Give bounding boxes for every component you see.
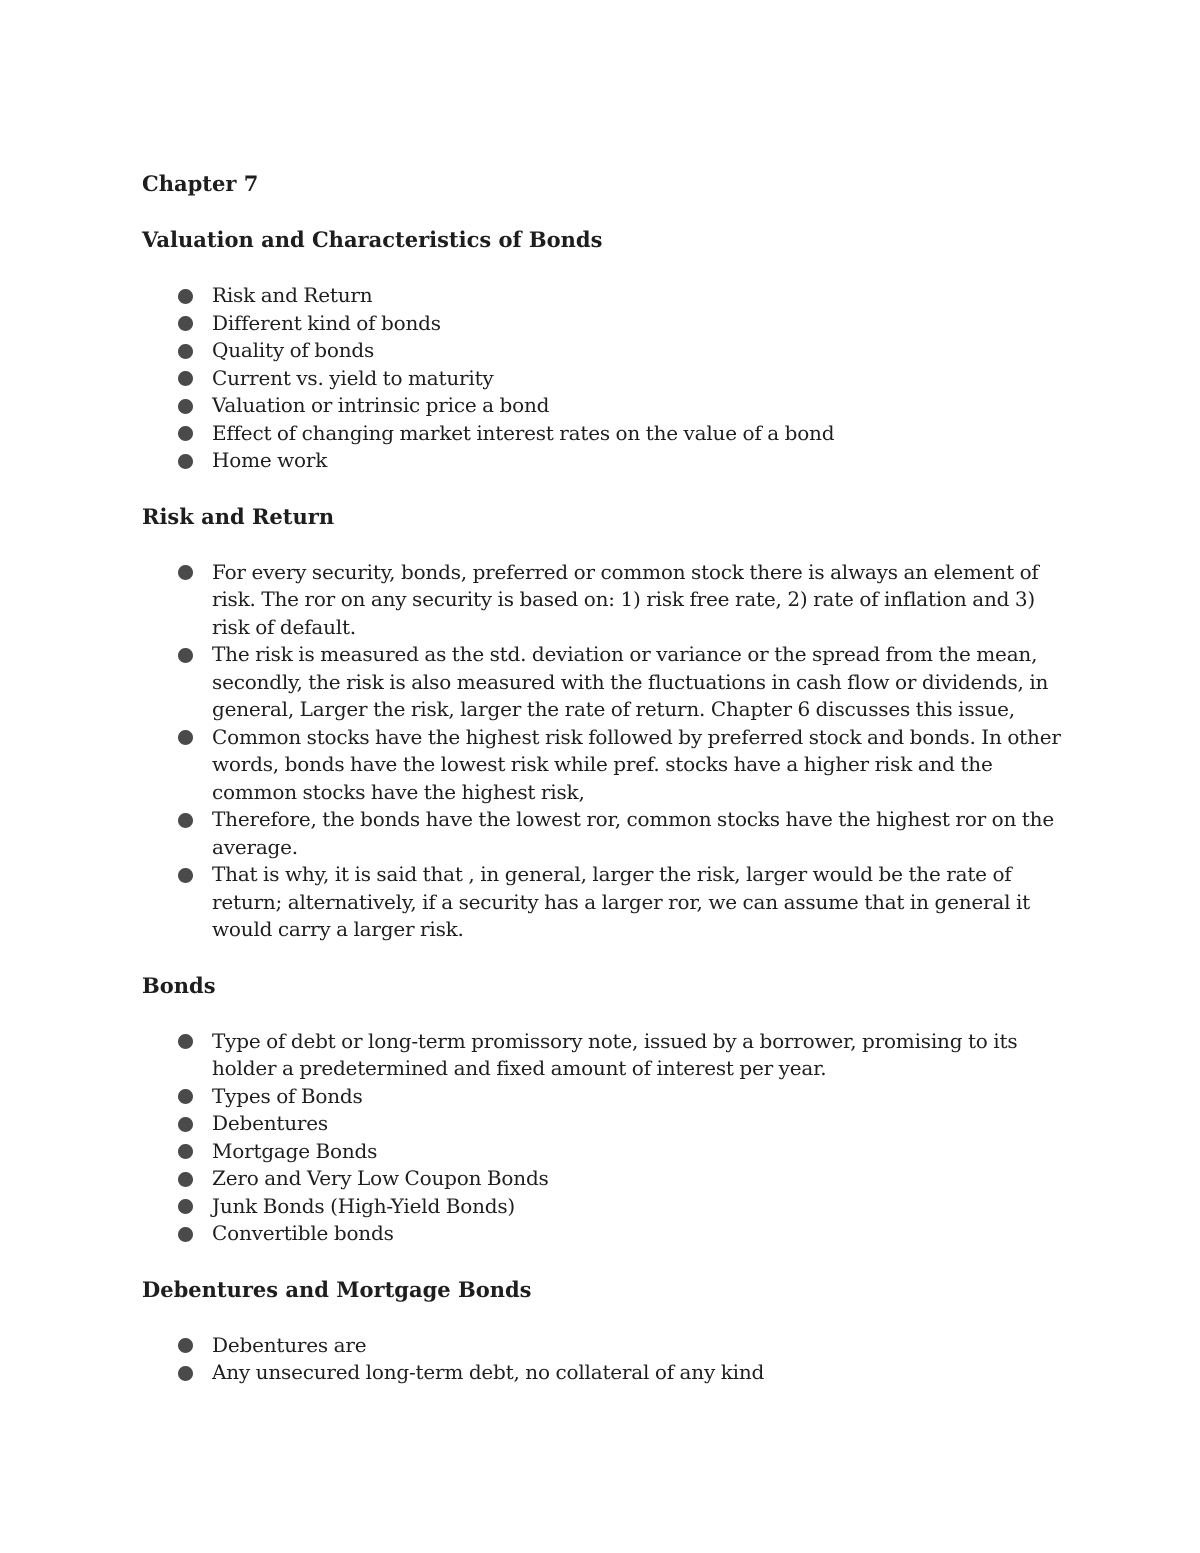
- list-item-text: Types of Bonds: [212, 1083, 363, 1108]
- bullet-icon: [178, 371, 193, 386]
- list-item-text: Junk Bonds (High-Yield Bonds): [212, 1193, 516, 1218]
- list-item-text: Common stocks have the highest risk followed by preferred stock and bonds. In other words, bonds have the lowest risk while pref. stocks have a higher risk and the common stocks have the highest risk,: [212, 724, 1061, 804]
- list-item-text: That is why, it is said that , in general, larger the risk, larger would be the rate of return; alternatively, if a security has a larger ror, we can assume that in general it would carry a larger risk.: [212, 862, 1030, 941]
- section-heading: Valuation and Characteristics of Bonds: [142, 227, 603, 252]
- list-item-text: Risk and Return: [212, 283, 373, 307]
- list-item: [142, 392, 1062, 420]
- list-item: [142, 337, 1062, 365]
- list-item: [142, 282, 1062, 310]
- bullet-icon: [178, 813, 193, 828]
- list-item-text: Debentures are: [212, 1332, 367, 1357]
- list-item: [142, 1028, 1062, 1083]
- list-item-text: Effect of changing market interest rates on the value of a bond: [212, 420, 835, 445]
- list-item: [142, 1220, 1062, 1248]
- bullet-icon: [178, 648, 193, 663]
- list-item-text: Debentures: [212, 1111, 328, 1135]
- list-item-text: Type of debt or long-term promissory note, issued by a borrower, promising to its holder a predetermined and fixed amount of interest per year.: [212, 1028, 1018, 1080]
- list-item: [142, 1165, 1062, 1193]
- list-item: [142, 310, 1062, 338]
- bullet-icon: [178, 1034, 193, 1049]
- bullet-icon: [178, 1199, 193, 1214]
- list-item: [142, 724, 1062, 807]
- chapter-title: Chapter 7: [142, 171, 259, 196]
- list-item-text: Convertible bonds: [212, 1221, 394, 1245]
- list-item-text: The risk is measured as the std. deviation or variance or the spread from the mean, secondly, the risk is also measured with the fluctuations in cash flow or dividends, in general, Larger the risk, larger the rate of return. Chapter 6 discusses this issue,: [212, 642, 1049, 721]
- bullet-icon: [178, 868, 193, 883]
- list-item: [142, 1110, 1062, 1138]
- list-item: [142, 559, 1062, 642]
- bullet-icon: [178, 1117, 193, 1132]
- list-item-text: Any unsecured long-term debt, no collateral of any kind: [212, 1360, 765, 1384]
- section-heading: Bonds: [142, 972, 216, 998]
- bullet-icon: [178, 565, 193, 580]
- list-item-text: Therefore, the bonds have the lowest ror, common stocks have the highest ror on the average.: [212, 807, 1054, 859]
- list-item: [142, 447, 1062, 475]
- bullet-icon: [178, 1227, 193, 1242]
- bullet-icon: [178, 730, 193, 745]
- section-heading: Risk and Return: [142, 503, 335, 529]
- list-item: [142, 365, 1062, 393]
- bullet-list: [142, 1332, 1062, 1387]
- list-item-text: Current vs. yield to maturity: [212, 365, 494, 390]
- list-item: [142, 1138, 1062, 1166]
- bullet-icon: [178, 289, 193, 304]
- list-item: [142, 861, 1062, 944]
- list-item: [142, 1193, 1062, 1221]
- list-item: [142, 1332, 1062, 1360]
- bullet-list: [142, 1028, 1062, 1248]
- bullet-icon: [178, 399, 193, 414]
- bullet-icon: [178, 1144, 193, 1159]
- list-item: [142, 806, 1062, 861]
- bullet-list: [142, 282, 1062, 475]
- list-item-text: Home work: [212, 448, 328, 472]
- sections-container: [142, 224, 1062, 1387]
- bullet-icon: [178, 454, 193, 469]
- list-item-text: Different kind of bonds: [212, 310, 441, 335]
- list-item-text: For every security, bonds, preferred or common stock there is always an element of risk. The ror on any security is based on: 1) risk free rate, 2) rate of inflation and 3) risk of default.: [212, 559, 1039, 639]
- section-heading: Debentures and Mortgage Bonds: [142, 1276, 532, 1302]
- bullet-list: [142, 559, 1062, 944]
- bullet-icon: [178, 426, 193, 441]
- list-item: [142, 1083, 1062, 1111]
- list-item: [142, 420, 1062, 448]
- bullet-icon: [178, 1172, 193, 1187]
- bullet-icon: [178, 1089, 193, 1104]
- document-page: [142, 168, 1062, 1413]
- list-item: [142, 641, 1062, 724]
- list-item-text: Mortgage Bonds: [212, 1138, 378, 1163]
- list-item-text: Zero and Very Low Coupon Bonds: [212, 1166, 549, 1190]
- list-item-text: Quality of bonds: [212, 338, 375, 362]
- list-item: [142, 1359, 1062, 1387]
- list-item-text: Valuation or intrinsic price a bond: [212, 393, 550, 417]
- bullet-icon: [178, 344, 193, 359]
- bullet-icon: [178, 1366, 193, 1381]
- bullet-icon: [178, 1338, 193, 1353]
- bullet-icon: [178, 316, 193, 331]
